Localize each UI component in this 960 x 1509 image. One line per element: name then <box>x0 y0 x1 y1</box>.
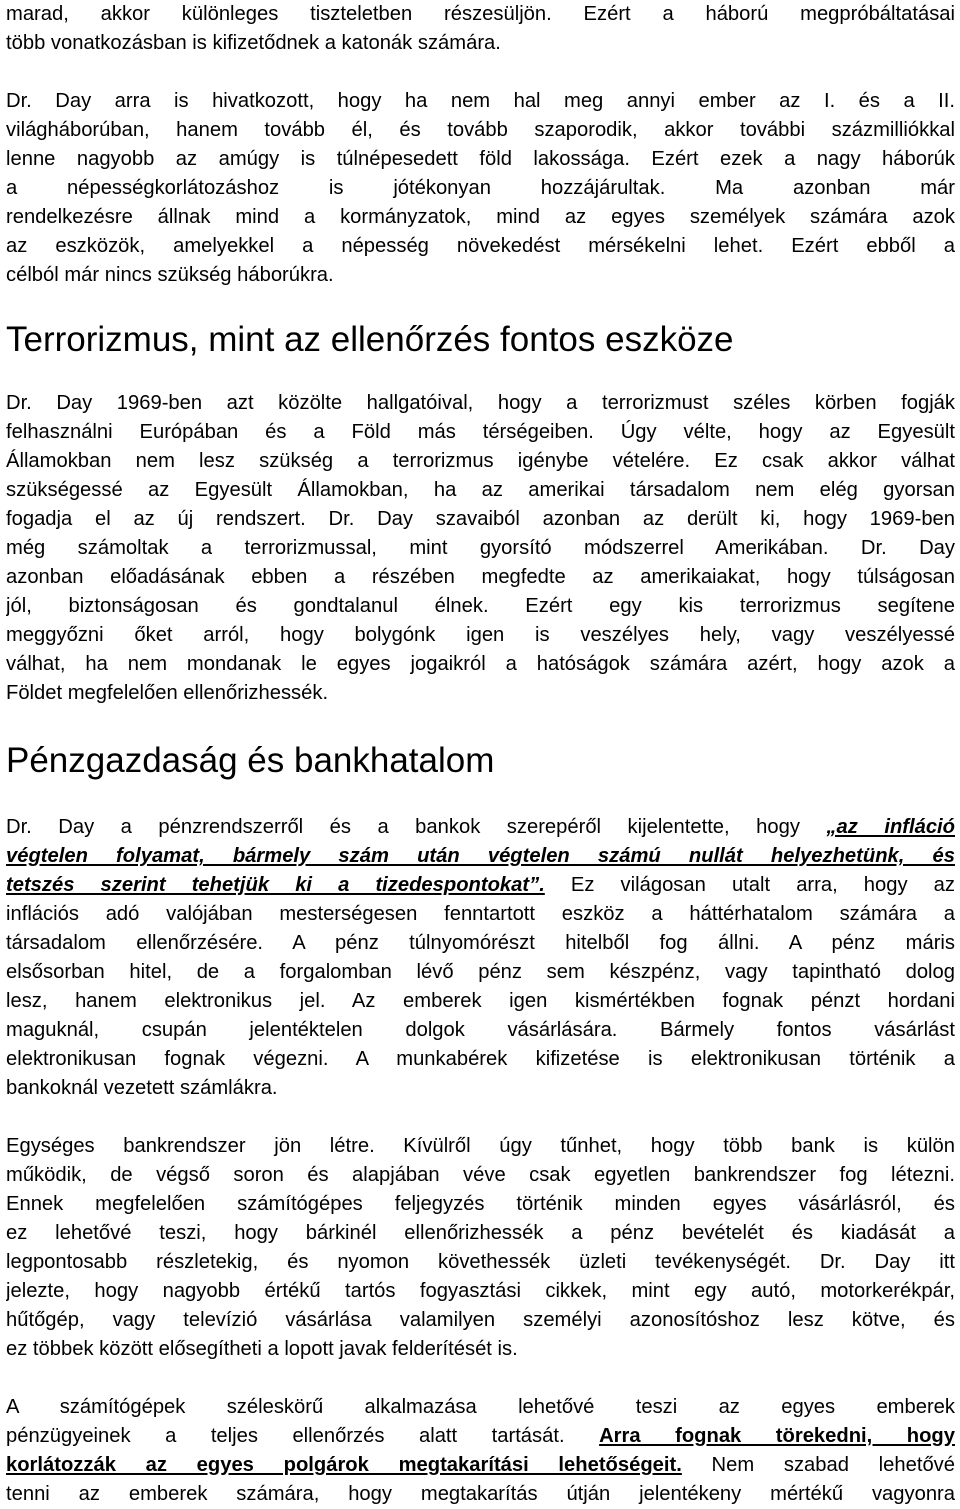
text-line: működik, de végső soron és alapjában véve csak egyetlen bankrendszer fog létezni. <box>6 1164 955 1186</box>
text-run: Nem szabad lehetővé <box>681 1454 955 1476</box>
text-line: világháborúban, hanem tovább él, és tovább szaporodik, akkor további százmilliókkal <box>6 119 955 141</box>
text-line: Államokban nem lesz szükség a terrorizmus igénybe vételére. Ez csak akkor válhat <box>6 450 955 472</box>
text-line: Dr. Day 1969-ben azt közölte hallgatóival, hogy a terrorizmust széles körben fogják <box>6 392 955 414</box>
text-line: ez lehetővé teszi, hogy bárkinél ellenőrizhessék a pénz bevételét és kiadását a <box>6 1222 955 1244</box>
emphasized-text: Arra fognak törekedni, hogy <box>599 1425 955 1447</box>
text-run: pénzügyeinek a teljes ellenőrzés alatt tartását. <box>6 1425 600 1447</box>
text-line: maguknál, csupán jelentéktelen dolgok vásárlására. Bármely fontos vásárlást <box>6 1019 955 1041</box>
text-line: a népességkorlátozáshoz is jótékonyan hozzájárultak. Ma azonban már <box>6 177 955 199</box>
text-line: rendelkezésre állnak mind a kormányzatok, mind az egyes személyek számára azok <box>6 206 955 228</box>
text-line: legpontosabb részletekig, és nyomon követhessék üzleti tevékenységét. Dr. Day itt <box>6 1251 955 1273</box>
text-line: szükségessé az Egyesült Államokban, ha az amerikai társadalom nem elég gyorsan <box>6 479 955 501</box>
text-line: A számítógépek széleskörű alkalmazása lehetővé teszi az egyes emberek <box>6 1396 955 1418</box>
text-line: azonban előadásának ebben a részében megfedte az amerikaiakat, hogy túlságosan <box>6 566 955 588</box>
text-line: Dr. Day arra is hivatkozott, hogy ha nem hal meg annyi ember az I. és a II. <box>6 90 955 112</box>
text-line: bankoknál vezetett számlákra. <box>6 1077 278 1099</box>
text-line <box>6 813 955 842</box>
text-line: elsősorban hitel, de a forgalomban lévő pénz sem készpénz, vagy tapintható dolog <box>6 961 955 983</box>
text-line: hűtőgép, vagy televízió vásárlása valamilyen személyi azonosítóshoz lesz kötve, és <box>6 1309 955 1331</box>
text-line: jelezte, hogy nagyobb értékű tartós fogyasztási cikkek, mint egy autó, motorkerékpár, <box>6 1280 955 1302</box>
text-line: társadalom ellenőrzésére. A pénz túlnyomórészt hitelből fog állni. A pénz máris <box>6 932 955 954</box>
text-line: tenni az emberek számára, hogy megtakarítás útján jelentékeny mértékű vagyonra <box>6 1483 955 1505</box>
text-line: elektronikusan fognak végezni. A munkabérek kifizetése is elektronikusan történik a <box>6 1048 955 1070</box>
text-line: lenne nagyobb az amúgy is túlnépesedett föld lakossága. Ezért ezek a nagy háborúk <box>6 148 955 170</box>
text-line: marad, akkor különleges tiszteletben részesüljön. Ezért a háború megpróbáltatásai <box>6 3 955 25</box>
emphasized-quote: végtelen folyamat, bármely szám után végtelen számú nullát helyezhetünk, és <box>6 845 955 867</box>
text-line: felhasználni Európában és a Föld más térségeiben. Úgy vélte, hogy az Egyesült <box>6 421 955 443</box>
text-run: Ez világosan utalt arra, hogy az <box>544 874 955 896</box>
text-line: lesz, hanem elektronikus jel. Az emberek igen kismértékben fognak pénzt hordani <box>6 990 955 1012</box>
text-line: jól, biztonságosan és gondtalanul élnek. Ezért egy kis terrorizmus segítene <box>6 595 955 617</box>
emphasized-quote: „az infláció <box>826 816 955 838</box>
emphasized-text: korlátozzák az egyes polgárok megtakarítási lehetőségeit. <box>6 1454 682 1476</box>
text-line: válhat, ha nem mondanak le egyes jogaikról a hatóságok számára azért, hogy azok a <box>6 653 955 675</box>
text-line <box>6 842 955 871</box>
text-line: inflációs adó valójában mesterségesen fenntartott eszköz a háttérhatalom számára a <box>6 903 955 925</box>
text-line: Földet megfelelően ellenőrizhessék. <box>6 682 329 704</box>
section-heading: Pénzgazdaság és bankhatalom <box>6 741 495 780</box>
text-line <box>6 1451 955 1480</box>
text-line: Egységes bankrendszer jön létre. Kívülről úgy tűnhet, hogy több bank is külön <box>6 1135 955 1157</box>
text-line: még számoltak a terrorizmussal, mint gyorsító módszerrel Amerikában. Dr. Day <box>6 537 955 559</box>
text-line: célból már nincs szükség háborúkra. <box>6 264 334 286</box>
text-line <box>6 1422 955 1451</box>
text-line: az eszközök, amelyekkel a népesség növekedést mérsékelni lehet. Ezért ebből a <box>6 235 955 257</box>
text-line: Ennek megfelelően számítógépes feljegyzés történik minden egyes vásárlásról, és <box>6 1193 955 1215</box>
text-line: ez többek között elősegítheti a lopott javak felderítését is. <box>6 1338 518 1360</box>
emphasized-quote: tetszés szerint tehetjük ki a tizedespontokat”. <box>6 874 545 896</box>
text-line: több vonatkozásban is kifizetődnek a katonák számára. <box>6 32 501 54</box>
section-heading: Terrorizmus, mint az ellenőrzés fontos eszköze <box>6 320 734 359</box>
text-line: fogadja el az új rendszert. Dr. Day szavaiból azonban az derült ki, hogy 1969-ben <box>6 508 955 530</box>
text-run: Dr. Day a pénzrendszerről és a bankok szerepéről kijelentette, hogy <box>6 816 827 838</box>
text-line <box>6 871 955 900</box>
text-line: meggyőzni őket arról, hogy bolygónk igen is veszélyes hely, vagy veszélyessé <box>6 624 955 646</box>
